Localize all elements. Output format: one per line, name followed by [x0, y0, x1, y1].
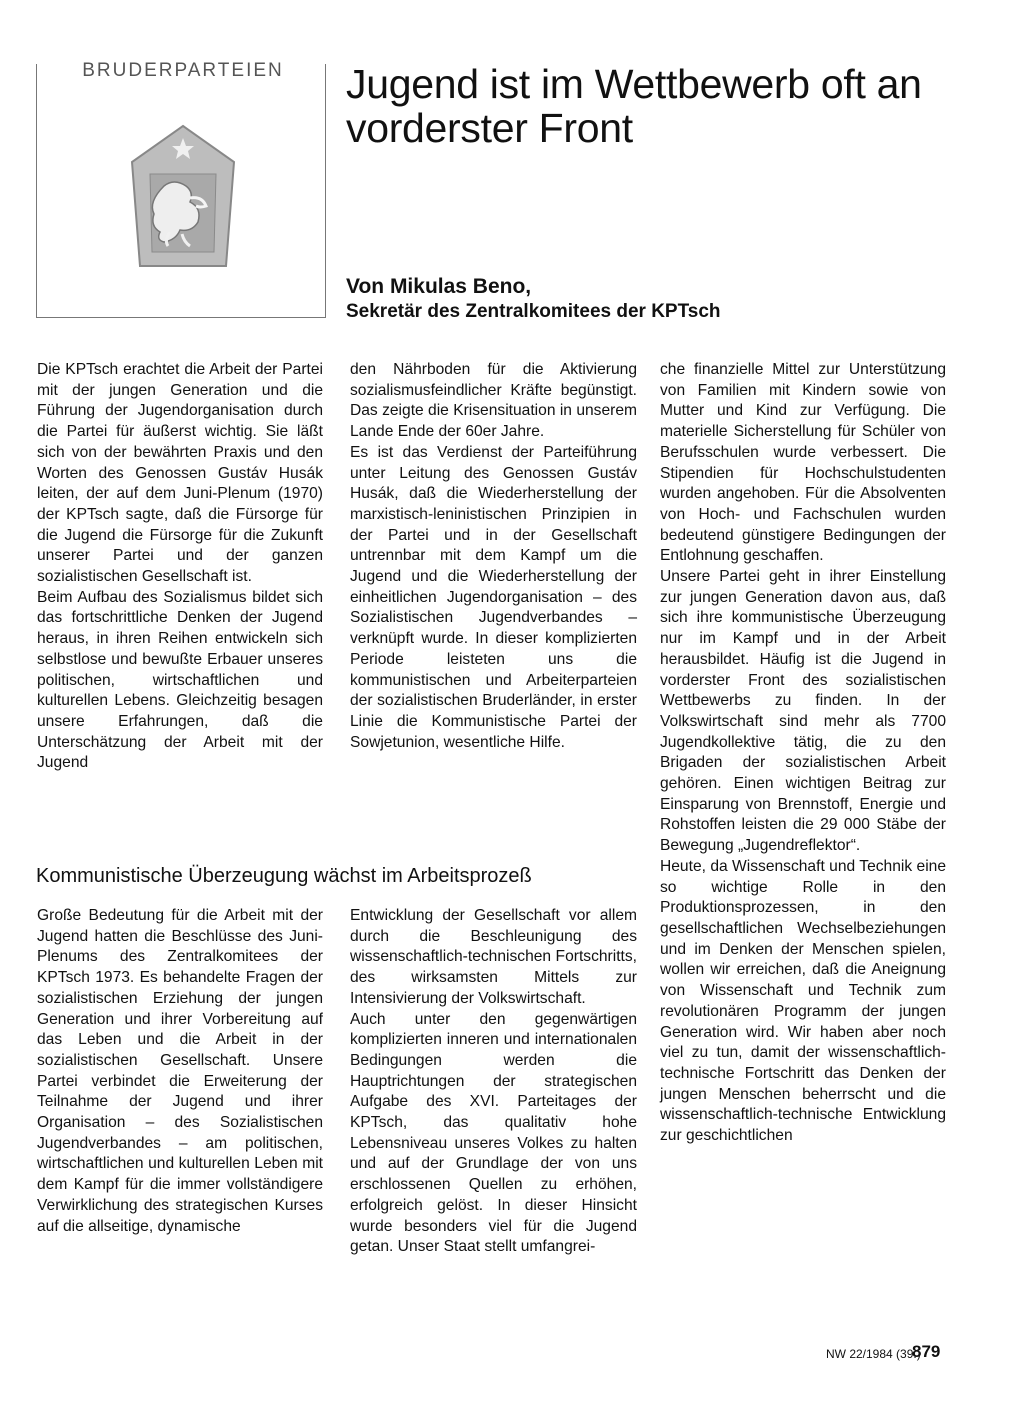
headline: Jugend ist im Wettbewerb oft an vorderster Front: [346, 61, 922, 151]
author-name: Von Mikulas Beno,: [346, 275, 532, 298]
rubric-label: BRUDERPARTEIEN: [44, 60, 322, 82]
paragraph: Heute, da Wissenschaft und Technik eine so wichtige Rolle in den Produktionsprozessen, in den gesellschaftlichen Wechselbeziehungen und im Denken der Menschen spielen, wollen wir erreichen, daß die Aneignung von Wissenschaft und Technik zum revolutionären Programm der jungen Generation wird. Wir haben aber noch viel zu tun, damit der wissenschaftlich-technische Fortschritt das Denken der jungen Menschen beherrscht und die wissenschaftlich-technische Entwicklung zur geschichtlichen: [660, 857, 946, 1145]
article-column-2-top: [350, 360, 637, 753]
article-column-1-top: [37, 360, 323, 774]
issue-reference: NW 22/1984 (39.): [826, 1347, 921, 1361]
article-column-3: [660, 360, 946, 1147]
article-column-1-bottom: [37, 906, 323, 1237]
paragraph: Es ist das Verdienst der Parteiführung unter Leitung des Genossen Gustáv Husák, daß die Wiederherstellung der marxistisch-leninistischen Prinzipien in der Partei und in der Gesellschaft untrennbar mit dem Kampf um die Jugend und die Wiederherstellung der einheitlichen Jugendorganisation – des Sozialistischen Jugendverbandes – verknüpft wurde. In dieser komplizierten Periode leisteten uns die kommunistischen und Arbeiterparteien der sozialistischen Bruderländer, in erster Linie die Kommunistische Partei der Sowjetunion, wesentliche Hilfe.: [350, 443, 637, 751]
paragraph: Große Bedeutung für die Arbeit mit der Jugend hatten die Beschlüsse des Juni-Plenums des Zentralkomitees der KPTsch 1973. Es behandelte Fragen der sozialistischen Erziehung der jungen Generation und ihrer Vorbereitung auf das Leben und die Arbeit in der sozialistischen Gesellschaft. Unsere Partei verbindet die Erweiterung der Teilnahme der Jugend und ihrer Organisation – des Sozialistischen Jugendverbandes – am politischen, wirtschaftlichen und kulturellen Leben mit dem Kampf für die immer vollständigere Verwirklichung des strategischen Kurses auf die allseitige, dynamische: [37, 907, 323, 1235]
paragraph: Auch unter den gegenwärtigen komplizierten inneren und internationalen Bedingungen werden die Hauptrichtungen der strategischen Aufgabe des XVI. Parteitages der KPTsch, das qualitativ hohe Lebensniveau unseres Volkes zu halten und auf der Grundlage der von uns erschlossenen Quellen zu erhöhen, erfolgreich gelöst. In dieser Hinsicht wurde besonders viel für die Jugend getan. Unser Staat stellt umfangrei-: [350, 1010, 637, 1256]
section-subheading: Kommunistische Überzeugung wächst im Arbeitsprozeß: [36, 865, 532, 887]
article-column-2-bottom: [350, 906, 637, 1258]
author-role: Sekretär des Zentralkomitees der KPTsch: [346, 301, 721, 322]
page-number: 879: [912, 1342, 941, 1361]
paragraph: Die KPTsch erachtet die Arbeit der Partei mit der jungen Generation und die Führung der Jugendorganisation durch die Partei für äußerst wichtig. Sie läßt sich von der bewährten Praxis und den Worten des Genossen Gustáv Husák leiten, der auf dem Juni-Plenum (1970) der KPTsch sagte, daß die Fürsorge für die Jugend die Fürsorge für die Zukunft unserer Partei und der ganzen sozialistischen Gesellschaft ist.: [37, 361, 323, 586]
paragraph: Beim Aufbau des Sozialismus bildet sich das fortschrittliche Denken der Jugend heraus, in ihren Reihen entwickeln sich selbstlose und bewußte Erbauer unseres politischen, wirtschaftlichen und kulturellen Lebens. Gleichzeitig besagen unsere Erfahrungen, daß die Unterschätzung der Arbeit mit der Jugend: [37, 588, 323, 772]
paragraph: Entwicklung der Gesellschaft vor allem durch die Beschleunigung des wissenschaftlich-technischen Fortschritts, des wirksamsten Mittels zur Intensivierung der Volkswirtschaft.: [350, 907, 637, 1007]
paragraph: Unsere Partei geht in ihrer Einstellung zur jungen Generation davon aus, daß sich ihre kommunistische Überzeugung nur im Kampf und in der Arbeit herausbildet. Häufig ist die Jugend in vorderster Front des sozialistischen Wettbewerbs zu finden. In der Volkswirtschaft sind mehr als 7700 Jugendkollektive tätig, die zu den Brigaden der sozialistischen Arbeit gehören. Einen wichtigen Beitrag zur Einsparung von Brennstoff, Energie und Rohstoffen leisten die 29 000 Stäbe der Bewegung „Jugendreflektor“.: [660, 568, 946, 855]
coat-of-arms-emblem: [130, 124, 236, 274]
paragraph: den Nährboden für die Aktivierung sozialismusfeindlicher Kräfte begünstigt. Das zeigte die Krisensituation in unserem Lande Ende der 60er Jahre.: [350, 361, 637, 441]
paragraph: che finanzielle Mittel zur Unterstützung von Familien mit Kindern sowie von Mutter und Kind zur Verfügung. Die materielle Sicherstellung für Schüler von Berufsschulen wurde verbessert. Die Stipendien für Hochschulstudenten wurden angehoben. Für die Absolventen von Hoch- und Fachschulen wurden bedeutend günstigere Bedingungen der Entlohnung geschaffen.: [660, 361, 946, 565]
